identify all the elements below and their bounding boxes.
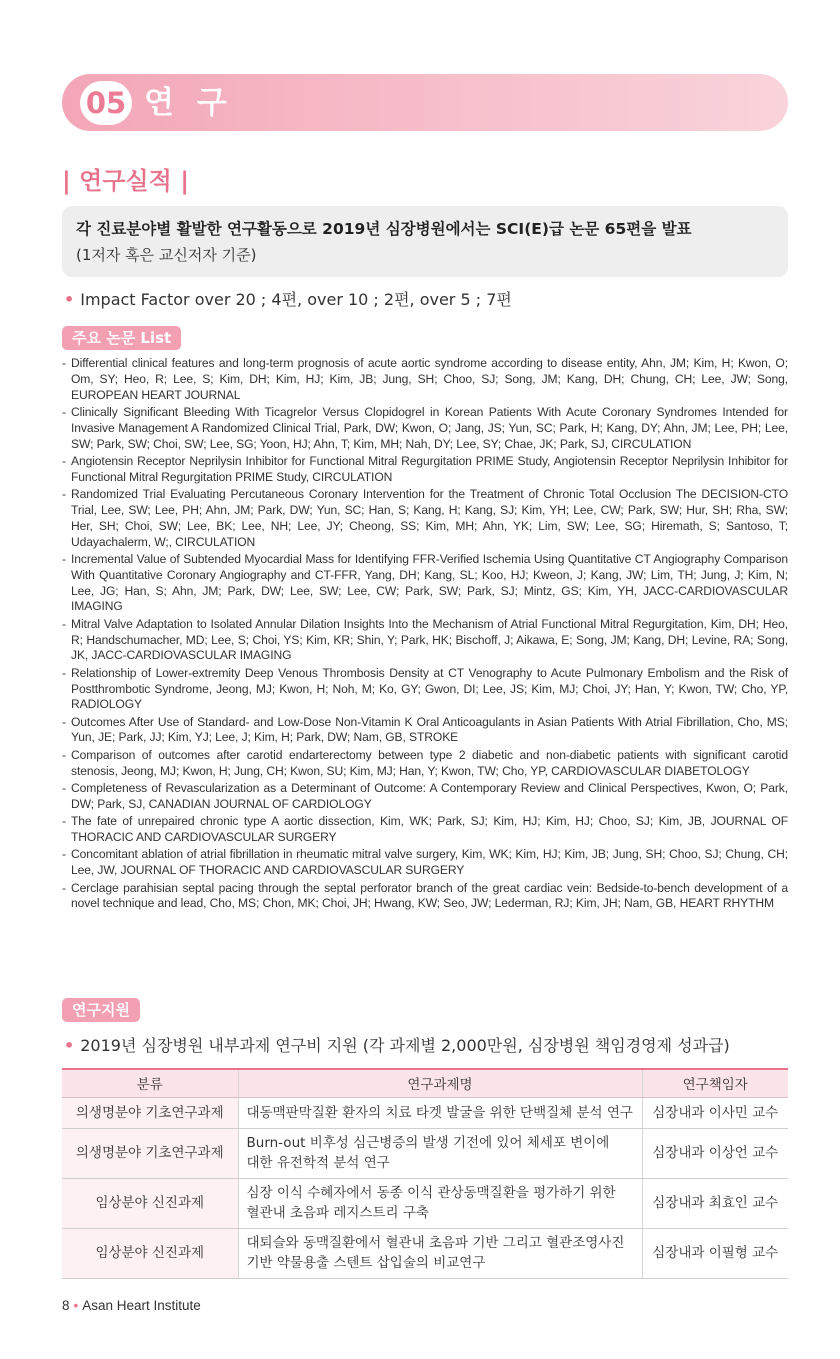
table-row (62, 1228, 788, 1278)
header-person: 연구책임자 (642, 1069, 788, 1097)
footer-org: Asan Heart Institute (82, 1298, 201, 1313)
bullet-icon: • (64, 290, 75, 309)
table-row (62, 1128, 788, 1178)
papers-list (62, 356, 788, 914)
paper-item: - Differential clinical features and long-term prognosis of acute aortic syndrome according to disease entity, Ahn, JM; Kim, H; Kwon, O; Om, SY; Heo, R; Lee, S; Kim, DH; Kim, HJ; Kim, JB; Jung, SH; Choo, SJ; Song, JM; Kang, DH; Chung, CH; Lee, JW; Song, EUROPEAN HEART JOURNAL (62, 356, 788, 403)
paper-item: - Comparison of outcomes after carotid endarterectomy between type 2 diabetic and non-diabetic patients with significant carotid stenosis, Jeong, MJ; Kwon, H; Jung, CH; Kwon, SU; Kim, MJ; Han, Y; Kwon, TW; Cho, YP, CARDIOVASCULAR DIABETOLOGY (62, 748, 788, 780)
paper-item: - Incremental Value of Subtended Myocardial Mass for Identifying FFR-Verified Ischemia Using Quantitative CT Angiography Comparison With Quantitative Coronary Angiography and CT-FFR, Yang, DH; Kang, SL; Koo, HJ; Kweon, J; Kang, JW; Lim, TH; Jung, J; Kim, N; Lee, JG; Han, S; Ahn, JM; Park, DW; Lee, SW; Lee, CW; Park, SW; Park, SJ; Mintz, GS; Kim, YH, JACC-CARDIOVASCULAR IMAGING (62, 552, 788, 615)
paper-item: - Concomitant ablation of atrial fibrillation in rheumatic mitral valve surgery, Kim, WK; Kim, HJ; Kim, JB; Jung, SH; Choo, SJ; Chung, CH; Lee, JW, JOURNAL OF THORACIC AND CARDIOVASCULAR SURGERY (62, 847, 788, 879)
row-category: 의생명분야 기초연구과제 (62, 1097, 238, 1128)
table-header-row (62, 1069, 788, 1097)
highlight-headline: 각 진료분야별 활발한 연구활동으로 2019년 심장병원에서는 SCI(E)급 논문 65편을 발표 (76, 220, 692, 238)
paper-item: - Completeness of Revascularization as a Determinant of Outcome: A Contemporary Review and Clinical Perspectives, Kwon, O; Park, DW; Park, SJ, CANADIAN JOURNAL OF CARDIOLOGY (62, 781, 788, 813)
impact-factor-text: Impact Factor over 20 ; 4편, over 10 ; 2편, over 5 ; 7편 (80, 290, 512, 309)
page-footer (62, 1296, 201, 1316)
section-title: | 연구실적 | (62, 167, 189, 195)
paper-item: - Mitral Valve Adaptation to Isolated Annular Dilation Insights Into the Mechanism of Atrial Functional Mitral Regurgitation, Kim, DH; Heo, R; Handschumacher, MD; Lee, S; Choi, YS; Kim, KR; Shin, Y; Park, HK; Bischoff, J; Aikawa, E; Song, JM; Kang, DH; Levine, RA; Song, JK, JACC-CARDIOVASCULAR IMAGING (62, 617, 788, 664)
paper-item: - Relationship of Lower-extremity Deep Venous Thrombosis Density at CT Venography to Acute Pulmonary Embolism and the Risk of Postthrombotic Syndrome, Jeong, MJ; Kwon, H; Noh, M; Ko, GY; Gwon, DI; Lee, JS; Kim, MJ; Choi, JY; Han, Y; Kwon, TW; Cho, YP, RADIOLOGY (62, 666, 788, 713)
row-category: 의생명분야 기초연구과제 (62, 1128, 238, 1178)
bullet-icon: • (64, 1036, 75, 1055)
row-title-line: 기반 약물용출 스텐트 삽입술의 비교연구 (246, 1255, 486, 1271)
impact-factor-line (64, 287, 512, 313)
row-title-line: 대한 유전학적 분석 연구 (246, 1155, 390, 1171)
papers-label: 주요 논문 List (62, 326, 181, 350)
row-title (238, 1178, 642, 1228)
paper-item: - Outcomes After Use of Standard- and Low-Dose Non-Vitamin K Oral Anticoagulants in Asian Patients With Atrial Fibrillation, Cho, MS; Yun, JE; Park, JJ; Kim, YJ; Lee, J; Kim, H; Park, DW; Nam, GB, STROKE (62, 715, 788, 747)
page-number: 8 (62, 1298, 70, 1313)
paper-item: - Randomized Trial Evaluating Percutaneous Coronary Intervention for the Treatment of Chronic Total Occlusion The DECISION-CTO Trial, Lee, SW; Lee, PH; Ahn, JM; Park, DW; Yun, SC; Han, S; Kang, H; Kang, SJ; Kim, YH; Lee, CW; Park, SW; Hur, SH; Rha, SW; Her, SH; Choi, SW; Lee, BK; Lee, NH; Lee, JY; Cheong, SS; Kim, MH; Ahn, YK; Lim, SW; Lee, SG; Hiremath, S; Santoso, T; Udayachalerm, W;, CIRCULATION (62, 487, 788, 550)
table-row (62, 1097, 788, 1128)
row-title-line: 심장 이식 수혜자에서 동종 이식 관상동맥질환을 평가하기 위한 (246, 1185, 616, 1201)
support-line (64, 1033, 730, 1059)
support-text: 2019년 심장병원 내부과제 연구비 지원 (각 과제별 2,000만원, 심장병원 책임경영제 성과급) (80, 1036, 730, 1055)
paper-item: - The fate of unrepaired chronic type A aortic dissection, Kim, WK; Park, SJ; Kim, HJ; Kim, HJ; Choo, SJ; Kim, JB, JOURNAL OF THORACIC AND CARDIOVASCULAR SURGERY (62, 814, 788, 846)
row-category: 임상분야 신진과제 (62, 1178, 238, 1228)
row-title (238, 1228, 642, 1278)
row-person: 심장내과 이상언 교수 (642, 1128, 788, 1178)
row-title-line: 대동맥판막질환 환자의 치료 타겟 발굴을 위한 단백질체 분석 연구 (246, 1104, 633, 1121)
highlight-note: (1저자 혹은 교신저자 기준) (76, 246, 257, 264)
row-title-line: Burn-out 비후성 심근병증의 발생 기전에 있어 체세포 변이에 (246, 1135, 610, 1151)
paper-item: - Clinically Significant Bleeding With Ticagrelor Versus Clopidogrel in Korean Patients With Acute Coronary Syndromes Intended for Invasive Management A Randomized Clinical Trial, Park, DW; Kwon, O; Jang, JS; Yun, SC; Park, H; Kang, DY; Ahn, JM; Lee, PH; Lee, SW; Park, SW; Choi, SW; Lee, SG; Yoon, HJ; Ahn, T; Kim, MH; Nah, DY; Lee, SY; Chae, JK; Park, SJ, CIRCULATION (62, 405, 788, 452)
chapter-title: 연 구 (144, 85, 233, 121)
highlight-box (62, 206, 788, 277)
support-label: 연구지원 (62, 998, 140, 1022)
row-title (238, 1128, 642, 1178)
header-category: 분류 (62, 1069, 238, 1097)
paper-item: - Cerclage parahisian septal pacing through the septal perforator branch of the great cardiac vein: Bedside-to-bench development of a novel technique and lead, Cho, MS; Chon, MK; Choi, JH; Hwang, KW; Seo, JW; Lederman, RJ; Kim, JH; Nam, GB, HEART RHYTHM (62, 881, 788, 913)
support-table (62, 1068, 788, 1279)
footer-dot-icon: • (73, 1298, 79, 1313)
table-row (62, 1178, 788, 1228)
row-person: 심장내과 최효인 교수 (642, 1178, 788, 1228)
row-person: 심장내과 이사민 교수 (642, 1097, 788, 1128)
row-category: 임상분야 신진과제 (62, 1228, 238, 1278)
row-title-line: 대퇴슬와 동맥질환에서 혈관내 초음파 기반 그리고 혈관조영사진 (246, 1235, 625, 1251)
chapter-number: 05 (80, 81, 132, 125)
row-title-line: 혈관내 초음파 레지스트리 구축 (246, 1205, 429, 1221)
row-person: 심장내과 이필형 교수 (642, 1228, 788, 1278)
header-title: 연구과제명 (238, 1069, 642, 1097)
row-title (238, 1097, 642, 1128)
paper-item: - Angiotensin Receptor Neprilysin Inhibitor for Functional Mitral Regurgitation PRIME Study, Angiotensin Receptor Neprilysin Inhibitor for Functional Mitral Regurgitation PRIME Study, CIRCULATION (62, 454, 788, 486)
